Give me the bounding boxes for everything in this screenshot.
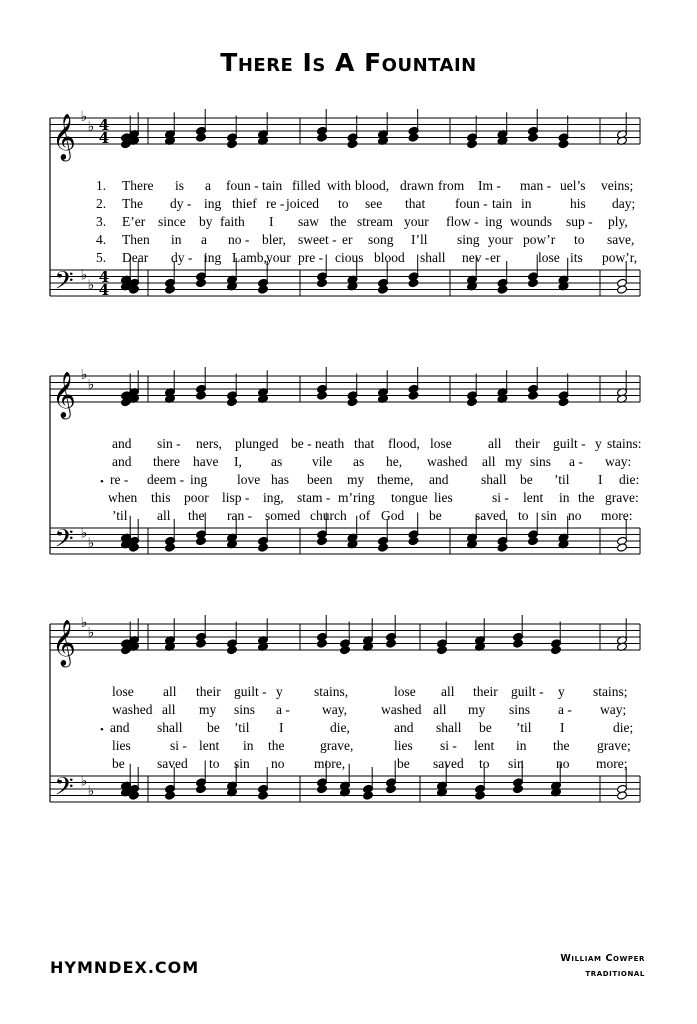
bass-note — [196, 536, 207, 545]
time-signature-bottom: 4 — [98, 129, 110, 147]
bass-clef-icon: 𝄢 — [54, 524, 74, 560]
author-credit: William Cowper — [560, 953, 645, 964]
syllable: ’til — [516, 720, 532, 735]
syllable: pre - — [298, 250, 324, 265]
syllable: drawn — [400, 178, 434, 193]
syllable: ’til — [554, 472, 570, 487]
syllable: lies — [434, 490, 453, 505]
flat-icon: ♭ — [80, 773, 88, 790]
syllable: all — [441, 684, 455, 699]
syllable: all — [482, 454, 496, 469]
syllable: stam - — [297, 490, 331, 505]
syllable: their — [473, 684, 498, 699]
treble-note — [227, 645, 238, 654]
treble-note — [227, 397, 238, 406]
syllable: lose — [112, 684, 134, 699]
syllable: a — [205, 178, 211, 193]
syllable: when — [108, 490, 138, 505]
syllable: Dear — [122, 250, 149, 265]
syllable: stream — [357, 214, 393, 229]
syllable: all — [433, 702, 447, 717]
syllable: poor — [184, 490, 209, 505]
bass-note — [196, 278, 207, 287]
syllable: saved — [157, 756, 188, 771]
syllable: been — [307, 472, 333, 487]
syllable: ply, — [608, 214, 628, 229]
syllable: blood — [374, 250, 405, 265]
syllable: all — [162, 702, 176, 717]
syllable: be - — [291, 436, 312, 451]
syllable: somed — [265, 508, 301, 523]
syllable: and — [112, 454, 132, 469]
syllable: flow - — [446, 214, 479, 229]
bass-note — [513, 784, 524, 793]
syllable: more, — [314, 756, 346, 771]
syllable: a — [201, 232, 207, 247]
syllable: my — [199, 702, 217, 717]
treble-note — [558, 397, 569, 406]
treble-note — [196, 639, 207, 648]
syllable: more; — [596, 756, 628, 771]
bass-note — [165, 791, 176, 800]
syllable: dy - — [171, 250, 193, 265]
treble-note — [551, 645, 562, 654]
syllable: by — [199, 214, 213, 229]
syllable: love — [237, 472, 261, 487]
syllable: that — [405, 196, 426, 211]
time-signature-top: 4 — [98, 116, 110, 134]
syllable: sins — [530, 454, 552, 469]
treble-note — [437, 645, 448, 654]
bass-note — [317, 536, 328, 545]
syllable: grave; — [597, 738, 631, 753]
syllable: there — [153, 454, 180, 469]
syllable: y — [558, 684, 565, 699]
syllable: a - — [569, 454, 583, 469]
syllable: faith — [220, 214, 245, 229]
time-signature-top: 4 — [98, 268, 110, 286]
syllable: in — [243, 738, 254, 753]
syllable: m’ring — [338, 490, 375, 505]
syllable: pow’r — [523, 232, 556, 247]
verse-number: 1. — [96, 178, 107, 193]
syllable: the — [268, 738, 285, 753]
page-title: There Is A Fountain — [220, 48, 477, 77]
syllable: guilt - — [553, 436, 586, 451]
syllable: sin — [541, 508, 557, 523]
syllable: saw — [298, 214, 319, 229]
syllable: in — [171, 232, 182, 247]
bullet-icon: • — [100, 476, 104, 488]
syllable: ners, — [196, 436, 222, 451]
treble-note — [386, 639, 397, 648]
syllable: all — [488, 436, 502, 451]
syllable: no - — [228, 232, 250, 247]
syllable: lent — [199, 738, 220, 753]
syllable: E’er — [122, 214, 146, 229]
syllable: their — [515, 436, 540, 451]
syllable: Then — [122, 232, 150, 247]
syllable: my — [468, 702, 486, 717]
syllable: cious — [335, 250, 364, 265]
syllable: this — [151, 490, 171, 505]
lyrics-system-1 — [0, 177, 697, 269]
flat-icon: ♭ — [87, 783, 95, 800]
bass-note — [317, 278, 328, 287]
syllable: lent — [474, 738, 495, 753]
treble-note — [196, 133, 207, 142]
syllable: grave: — [605, 490, 639, 505]
treble-clef-icon: 𝄞 — [52, 372, 76, 418]
treble-note — [408, 133, 419, 142]
treble-note — [558, 139, 569, 148]
syllable: their — [196, 684, 221, 699]
lyrics-system-3 — [0, 683, 697, 775]
syllable: re - — [266, 196, 285, 211]
syllable: bler, — [262, 232, 286, 247]
syllable: si - — [440, 738, 457, 753]
bass-clef-icon: 𝄢 — [54, 266, 74, 302]
treble-note — [513, 639, 524, 648]
syllable: the — [188, 508, 205, 523]
syllable: lisp - — [222, 490, 250, 505]
treble-note — [317, 391, 328, 400]
syllable: more: — [601, 508, 633, 523]
treble-note — [347, 139, 358, 148]
syllable: your — [266, 250, 291, 265]
syllable: washed — [112, 702, 153, 717]
bass-clef-icon: 𝄢 — [54, 772, 74, 808]
syllable: sins — [509, 702, 531, 717]
credits — [560, 951, 645, 981]
syllable: from — [438, 178, 465, 193]
syllable: dy - — [170, 196, 192, 211]
syllable: God — [381, 508, 405, 523]
syllable: ran - — [227, 508, 253, 523]
syllable: no — [556, 756, 570, 771]
syllable: guilt - — [511, 684, 544, 699]
syllable: er — [490, 250, 501, 265]
syllable: grave, — [320, 738, 354, 753]
bass-note — [497, 285, 508, 294]
syllable: nev - — [462, 250, 490, 265]
syllable: be — [207, 720, 220, 735]
syllable: foun - — [455, 196, 488, 211]
syllable: plunged — [235, 436, 279, 451]
syllable: veins; — [601, 178, 634, 193]
bass-note — [617, 791, 628, 800]
treble-note — [227, 139, 238, 148]
syllable: no — [271, 756, 285, 771]
syllable: since — [158, 214, 186, 229]
syllable: be — [520, 472, 533, 487]
syllable: in — [516, 738, 527, 753]
syllable: ing — [190, 472, 208, 487]
site-name: HYMNDEX.COM — [50, 958, 200, 977]
flat-icon: ♭ — [87, 277, 95, 294]
treble-note — [467, 139, 478, 148]
syllable: be — [112, 756, 125, 771]
flat-icon: ♭ — [80, 615, 88, 631]
syllable: Im - — [478, 178, 501, 193]
bass-note — [386, 784, 397, 793]
bass-note — [165, 285, 176, 294]
syllable: be — [479, 720, 492, 735]
syllable: shall — [420, 250, 446, 265]
bass-note — [497, 543, 508, 552]
syllable: man - — [520, 178, 552, 193]
syllable: saved — [475, 508, 506, 523]
syllable: and — [394, 720, 414, 735]
syllable: his — [570, 196, 586, 211]
bass-note — [475, 791, 486, 800]
syllable: your — [488, 232, 513, 247]
syllable: thief — [232, 196, 257, 211]
syllable: There — [122, 178, 154, 193]
flat-icon: ♭ — [87, 118, 95, 135]
syllable: way: — [605, 454, 632, 469]
syllable: er — [342, 232, 353, 247]
syllable: theme, — [377, 472, 414, 487]
syllable: die, — [330, 720, 350, 735]
syllable: a - — [558, 702, 572, 717]
syllable: is — [175, 178, 185, 193]
syllable: lose — [538, 250, 560, 265]
syllable: save, — [607, 232, 635, 247]
bass-note — [196, 784, 207, 793]
syllable: stains: — [607, 436, 642, 451]
syllable: joiced — [286, 196, 319, 211]
syllable: to — [518, 508, 529, 523]
bass-note — [408, 536, 419, 545]
syllable: as — [271, 454, 283, 469]
syllable: he, — [386, 454, 403, 469]
bullet-icon: • — [100, 724, 104, 736]
syllable: flood, — [388, 436, 420, 451]
syllable: si - — [492, 490, 509, 505]
syllable: tain — [262, 178, 283, 193]
syllable: way, — [322, 702, 347, 717]
bass-note — [408, 278, 419, 287]
syllable: the — [578, 490, 595, 505]
syllable: stains; — [593, 684, 628, 699]
syllable: of — [359, 508, 371, 523]
syllable: blood, — [355, 178, 390, 193]
syllable: vile — [312, 454, 333, 469]
syllable: lies — [394, 738, 413, 753]
syllable: as — [353, 454, 365, 469]
syllable: die; — [613, 720, 634, 735]
syllable: to — [209, 756, 220, 771]
treble-clef-icon: 𝄞 — [52, 114, 76, 160]
syllable: has — [271, 472, 289, 487]
syllable: I’ll — [411, 232, 428, 247]
syllable: si - — [170, 738, 187, 753]
syllable: The — [122, 196, 143, 211]
bass-note — [528, 278, 539, 287]
flat-icon: ♭ — [87, 535, 95, 552]
syllable: Lamb, — [232, 250, 267, 265]
syllable: all — [163, 684, 177, 699]
bass-note — [258, 791, 269, 800]
syllable: y — [595, 436, 602, 451]
bass-note — [617, 285, 628, 294]
syllable: and — [429, 472, 449, 487]
syllable: I — [279, 720, 284, 735]
syllable: ing — [204, 196, 222, 211]
syllable: lies — [112, 738, 131, 753]
tune-credit: traditional — [585, 968, 645, 979]
syllable: ing, — [263, 490, 284, 505]
flat-icon: ♭ — [80, 267, 88, 284]
syllable: my — [505, 454, 523, 469]
syllable: sing — [457, 232, 480, 247]
bass-note — [378, 285, 389, 294]
syllable: my — [347, 472, 365, 487]
treble-note — [317, 133, 328, 142]
syllable: that — [354, 436, 375, 451]
syllable: the — [553, 738, 570, 753]
syllable: pow’r, — [602, 250, 638, 265]
syllable: lose — [394, 684, 416, 699]
syllable: shall — [436, 720, 462, 735]
syllable: re - — [110, 472, 129, 487]
syllable: no — [568, 508, 582, 523]
verse-number: 5. — [96, 250, 107, 265]
syllable: day; — [612, 196, 636, 211]
syllable: and — [112, 436, 132, 451]
syllable: washed — [427, 454, 468, 469]
bass-note — [528, 536, 539, 545]
treble-note — [528, 133, 539, 142]
flat-icon: ♭ — [80, 525, 88, 542]
bass-note — [165, 543, 176, 552]
treble-note — [317, 639, 328, 648]
bass-note — [617, 543, 628, 552]
time-signature-bottom: 4 — [98, 281, 110, 299]
syllable: lose — [430, 436, 452, 451]
syllable: to — [574, 232, 585, 247]
bass-note — [378, 543, 389, 552]
syllable: be — [397, 756, 410, 771]
syllable: way; — [600, 702, 627, 717]
flat-icon: ♭ — [87, 376, 95, 393]
treble-note — [528, 391, 539, 400]
syllable: washed — [381, 702, 422, 717]
syllable: sweet - — [298, 232, 337, 247]
flat-icon: ♭ — [80, 367, 88, 383]
syllable: see — [365, 196, 383, 211]
verse-number: 3. — [96, 214, 107, 229]
syllable: filled — [292, 178, 321, 193]
syllable: ’til — [112, 508, 128, 523]
syllable: the — [330, 214, 347, 229]
flat-icon: ♭ — [80, 109, 88, 125]
syllable: shall — [157, 720, 183, 735]
bass-note — [258, 285, 269, 294]
syllable: sin - — [157, 436, 181, 451]
syllable: I, — [234, 454, 242, 469]
syllable: church — [310, 508, 347, 523]
bass-note — [363, 791, 374, 800]
syllable: ing — [485, 214, 503, 229]
treble-clef-icon: 𝄞 — [52, 620, 76, 666]
syllable: tongue — [391, 490, 428, 505]
syllable: deem - — [147, 472, 185, 487]
syllable: wounds — [510, 214, 553, 229]
syllable: in — [559, 490, 570, 505]
verse-number: 2. — [96, 196, 107, 211]
syllable: y — [276, 684, 283, 699]
syllable: shall — [481, 472, 507, 487]
syllable: with — [327, 178, 352, 193]
syllable: to — [479, 756, 490, 771]
syllable: uel’s — [560, 178, 586, 193]
syllable: song — [368, 232, 394, 247]
treble-note — [467, 397, 478, 406]
syllable: your — [404, 214, 429, 229]
syllable: neath — [315, 436, 345, 451]
syllable: sins — [234, 702, 256, 717]
syllable: I — [598, 472, 603, 487]
syllable: ’til — [234, 720, 250, 735]
syllable: tain — [492, 196, 513, 211]
syllable: saved — [433, 756, 464, 771]
treble-note — [196, 391, 207, 400]
syllable: in — [521, 196, 532, 211]
bass-note — [317, 784, 328, 793]
syllable: and — [110, 720, 130, 735]
syllable: stains, — [314, 684, 349, 699]
syllable: its — [570, 250, 583, 265]
syllable: be — [429, 508, 442, 523]
syllable: sup - — [566, 214, 593, 229]
syllable: sin — [234, 756, 250, 771]
syllable: a - — [276, 702, 290, 717]
treble-note — [340, 645, 351, 654]
syllable: lent — [523, 490, 544, 505]
lyrics-system-2 — [0, 435, 697, 527]
syllable: foun - — [226, 178, 259, 193]
syllable: ing — [204, 250, 222, 265]
syllable: die: — [619, 472, 640, 487]
treble-note — [408, 391, 419, 400]
bass-note — [258, 543, 269, 552]
treble-note — [347, 397, 358, 406]
syllable: I — [560, 720, 565, 735]
syllable: guilt - — [234, 684, 267, 699]
syllable: to — [338, 196, 349, 211]
verse-number: 4. — [96, 232, 107, 247]
flat-icon: ♭ — [87, 624, 95, 641]
syllable: I — [269, 214, 274, 229]
syllable: have — [193, 454, 219, 469]
syllable: all — [157, 508, 171, 523]
syllable: sin — [508, 756, 524, 771]
